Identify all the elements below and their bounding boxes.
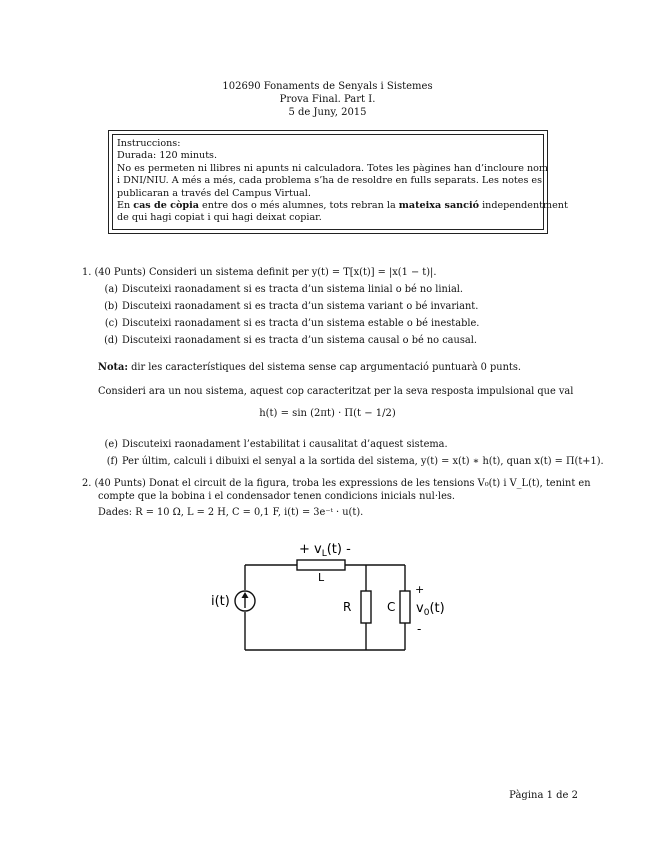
instructions-text: i DNI/NIU. A més a més, cada problema s’ha de resoldre en fulls separats. Les notes es xyxy=(117,175,543,187)
v0-minus: - xyxy=(417,622,422,636)
problem-2-statement: compte que la bobina i el condensador tenen condicions inicials nul·les. xyxy=(98,491,456,502)
inductor-label: L xyxy=(318,571,325,584)
instructions-duration: Durada: 120 minuts. xyxy=(117,150,218,162)
circuit-diagram xyxy=(200,535,460,660)
impulse-response-formula: h(t) = sin (2πt) · Π(t − 1/2) xyxy=(259,408,396,419)
instructions-copy-rule: En cas de còpia entre dos o més alumnes, tots rebran la mateixa sanció independentment xyxy=(117,200,568,212)
instructions-text: No es permeten ni llibres ni apunts ni calculadora. Totes les pàgines han d’incloure nom xyxy=(117,162,549,174)
vl-label: + $v_L(t)$ - xyxy=(299,542,351,559)
current-source-icon xyxy=(235,591,255,611)
problem-1-item: (e) Discuteixi raonadament l’estabilitat i causalitat d’aquest sistema. xyxy=(104,439,448,450)
resistor-label: R xyxy=(343,600,352,614)
problem-1-item: (d) Discuteixi raonadament si es tracta d’un sistema causal o bé no causal. xyxy=(104,335,477,346)
problem-1-statement: 1. (40 Punts) Consideri un sistema definit per y(t) = T[x(t)] = |x(1 − t)|. xyxy=(82,267,437,278)
exam-title: Prova Final. Part I. xyxy=(279,94,376,105)
problem-1-item: (a) Discuteixi raonadament si es tracta d’un sistema linial o bé no linial. xyxy=(104,284,464,295)
instructions-text: publicaran a través del Campus Virtual. xyxy=(117,187,311,199)
problem-2-statement: 2. (40 Punts) Donat el circuit de la figura, troba les expressions de les tensions V₀(t) i V_L(t), tenint en xyxy=(82,478,591,489)
capacitor-label: C xyxy=(387,600,396,614)
problem-1-item: (f) Per últim, calculi i dibuixi el senyal a la sortida del sistema, y(t) = x(t) ∗ h(t), quan x(t) = Π(t+1). xyxy=(106,456,604,467)
source-label: i(t) xyxy=(211,594,230,609)
instructions-heading: Instruccions: xyxy=(117,138,181,149)
problem-1-item: (b) Discuteixi raonadament si es tracta d’un sistema variant o bé invariant. xyxy=(104,301,479,312)
problem-1-note: Nota: dir les característiques del sistema sense cap argumentació puntuarà 0 punts. xyxy=(98,362,521,373)
capacitor-C xyxy=(400,591,410,623)
resistor-R xyxy=(361,591,371,623)
problem-2-data: Dades: R = 10 Ω, L = 2 H, C = 0,1 F, i(t) = 3e⁻ᵗ · u(t). xyxy=(98,507,364,518)
exam-date: 5 de Juny, 2015 xyxy=(288,107,367,118)
page-number: Pàgina 1 de 2 xyxy=(509,790,578,801)
v0-plus: + xyxy=(415,583,425,596)
inductor-L xyxy=(297,560,345,570)
v0-label: $v_0(t)$ xyxy=(416,601,445,618)
instructions-text: de qui hagi copiat i qui hagi deixat copiar. xyxy=(117,212,322,224)
instructions-box xyxy=(108,130,568,234)
exam-course-title: 102690 Fonaments de Senyals i Sistemes xyxy=(222,81,433,92)
problem-1-new-system: Consideri ara un nou sistema, aquest cop caracteritzat per la seva resposta impulsional que val xyxy=(98,386,574,397)
problem-1-item: (c) Discuteixi raonadament si es tracta d’un sistema estable o bé inestable. xyxy=(104,318,480,329)
